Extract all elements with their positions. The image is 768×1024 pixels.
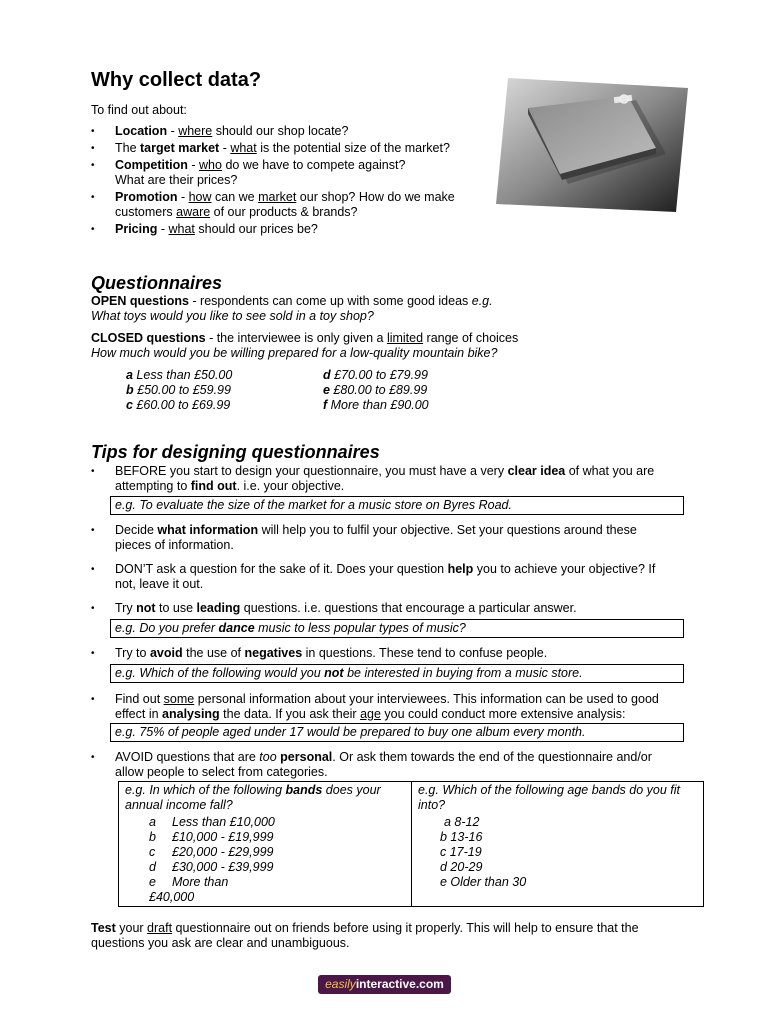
closed-questions-text: CLOSED questions - the interviewee is only given a limited range of choices How much would you be willing prepared for a low-quality mountain bike?: [91, 331, 519, 360]
page-title: Why collect data?: [91, 69, 262, 91]
example-box: e.g. Do you prefer dance music to less popular types of music?: [110, 619, 684, 638]
income-bands-cell: e.g. In which of the following bands does your annual income fall? a Less than £10,000 b £10,000 - £19,999 c £20,000 - £29,999 d £30,000 - £39,999 e More than £40,000: [119, 782, 412, 907]
bullet: •: [91, 192, 95, 203]
tip-item: Find out some personal information about your interviewees. This information can be used to good effect in analysing the data. If you ask their age you could conduct more extensive analysis:: [115, 692, 659, 721]
bullet: •: [91, 126, 95, 137]
list-item: Competition - who do we have to compete against? What are their prices?: [115, 158, 406, 187]
option-item: c £60.00 to £69.99: [126, 398, 231, 412]
intro-text: To find out about:: [91, 103, 187, 117]
list-item: Location - where should our shop locate?: [115, 124, 349, 138]
bullet: •: [91, 648, 95, 659]
bullet: •: [91, 143, 95, 154]
bullet: •: [91, 603, 95, 614]
list-item: Pricing - what should our prices be?: [115, 222, 318, 236]
example-box: e.g. To evaluate the size of the market for a music store on Byres Road.: [110, 496, 684, 515]
bullet: •: [91, 694, 95, 705]
section-heading-tips: Tips for designing questionnaires: [91, 442, 380, 462]
bullet: •: [91, 466, 95, 477]
option-item: b £50.00 to £59.99: [126, 383, 231, 397]
example-box: e.g. Which of the following would you not be interested in buying from a music store.: [110, 664, 684, 683]
option-item: f More than £90.00: [323, 398, 429, 412]
tip-item: Decide what information will help you to fulfil your objective. Set your questions around these pieces of information.: [115, 523, 637, 552]
brand-logo: easilyinteractive.com: [318, 975, 451, 994]
list-item: The target market - what is the potential size of the market?: [115, 141, 450, 155]
list-item: Promotion - how can we market our shop? How do we make customers aware of our products & brands?: [115, 190, 455, 219]
open-questions-text: OPEN questions - respondents can come up with some good ideas e.g. What toys would you like to see sold in a toy shop?: [91, 294, 493, 323]
option-item: a Less than £50.00: [126, 368, 233, 382]
section-heading-questionnaires: Questionnaires: [91, 273, 223, 293]
closing-text: Test your draft questionnaire out on friends before using it properly. This will help to ensure that the questions you ask are clear and unambiguous.: [91, 921, 639, 950]
bullet: •: [91, 224, 95, 235]
tip-item: BEFORE you start to design your questionnaire, you must have a very clear idea of what you are attempting to find out. i.e. your objective.: [115, 464, 655, 493]
tip-item: Try to avoid the use of negatives in questions. These tend to confuse people.: [115, 646, 548, 660]
option-item: d £70.00 to £79.99: [323, 368, 428, 382]
option-item: e £80.00 to £89.99: [323, 383, 428, 397]
bullet: •: [91, 525, 95, 536]
bullet: •: [91, 564, 95, 575]
tip-item: AVOID questions that are too personal. Or ask them towards the end of the questionnaire and/or allow people to select from categories.: [115, 750, 652, 779]
tip-item: DON’T ask a question for the sake of it. Does your question help you to achieve your objective? If not, leave it out.: [115, 562, 656, 591]
clipboard-photo-icon: [496, 74, 688, 212]
bullet: •: [91, 160, 95, 171]
age-income-bands-table: [118, 781, 704, 907]
tip-item: Try not to use leading questions. i.e. questions that encourage a particular answer.: [115, 601, 577, 615]
age-bands-cell: e.g. Which of the following age bands do you fit into? a 8-12 b 13-16 c 17-19 d 20-29 e Older than 30: [412, 782, 704, 907]
example-box: e.g. 75% of people aged under 17 would be prepared to buy one album every month.: [110, 723, 684, 742]
bullet: •: [91, 752, 95, 763]
